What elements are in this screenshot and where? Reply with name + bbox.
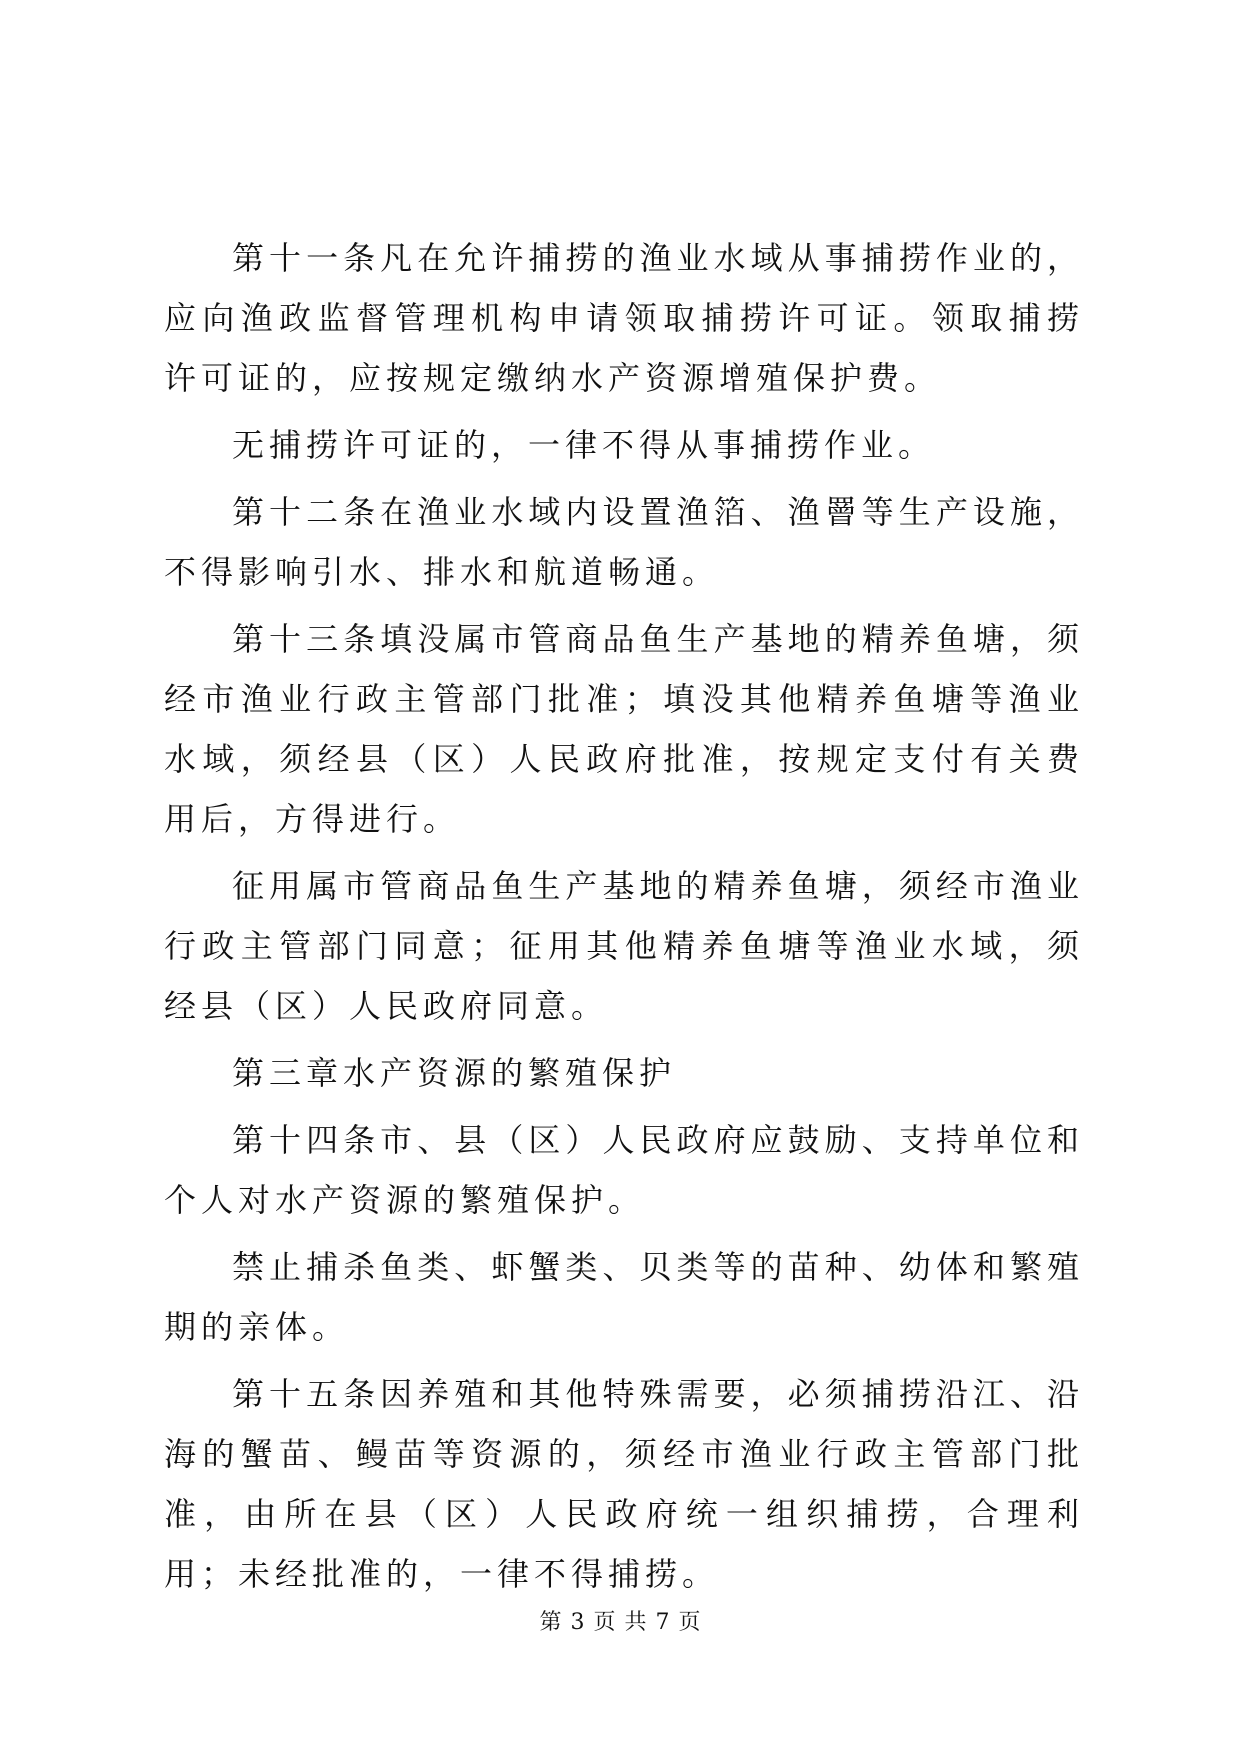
paragraph-article-14: 第十四条市、县（区）人民政府应鼓励、支持单位和个人对水产资源的繁殖保护。 (164, 1121, 1084, 1219)
paragraph-article-13: 第十三条填没属市管商品鱼生产基地的精养鱼塘，须经市渔业行政主管部门批准；填没其他精养鱼塘等渔业水域，须经县（区）人民政府批准，按规定支付有关费用后，方得进行。 (164, 620, 1084, 838)
paragraph-article-11: 第十一条凡在允许捕捞的渔业水域从事捕捞作业的，应向渔政监督管理机构申请领取捕捞许可证。领取捕捞许可证的，应按规定缴纳水产资源增殖保护费。 (164, 239, 1084, 397)
paragraph-article-15: 第十五条因养殖和其他特殊需要，必须捕捞沿江、沿海的蟹苗、鳗苗等资源的，须经市渔业行政主管部门批准，由所在县（区）人民政府统一组织捕捞，合理利用；未经批准的，一律不得捕捞。 (164, 1375, 1084, 1593)
paragraph-article-12: 第十二条在渔业水域内设置渔箔、渔罾等生产设施，不得影响引水、排水和航道畅通。 (164, 493, 1084, 591)
document-body (164, 228, 1084, 1611)
chapter-heading: 第三章水产资源的繁殖保护 (232, 1054, 677, 1092)
paragraph-no-license: 无捕捞许可证的，一律不得从事捕捞作业。 (232, 426, 936, 464)
paragraph-prohibition: 禁止捕杀鱼类、虾蟹类、贝类等的苗种、幼体和繁殖期的亲体。 (164, 1248, 1084, 1346)
page-footer: 第 3 页 共 7 页 (539, 1610, 702, 1635)
paragraph-requisition: 征用属市管商品鱼生产基地的精养鱼塘，须经市渔业行政主管部门同意；征用其他精养鱼塘等渔业水域，须经县（区）人民政府同意。 (164, 867, 1084, 1025)
